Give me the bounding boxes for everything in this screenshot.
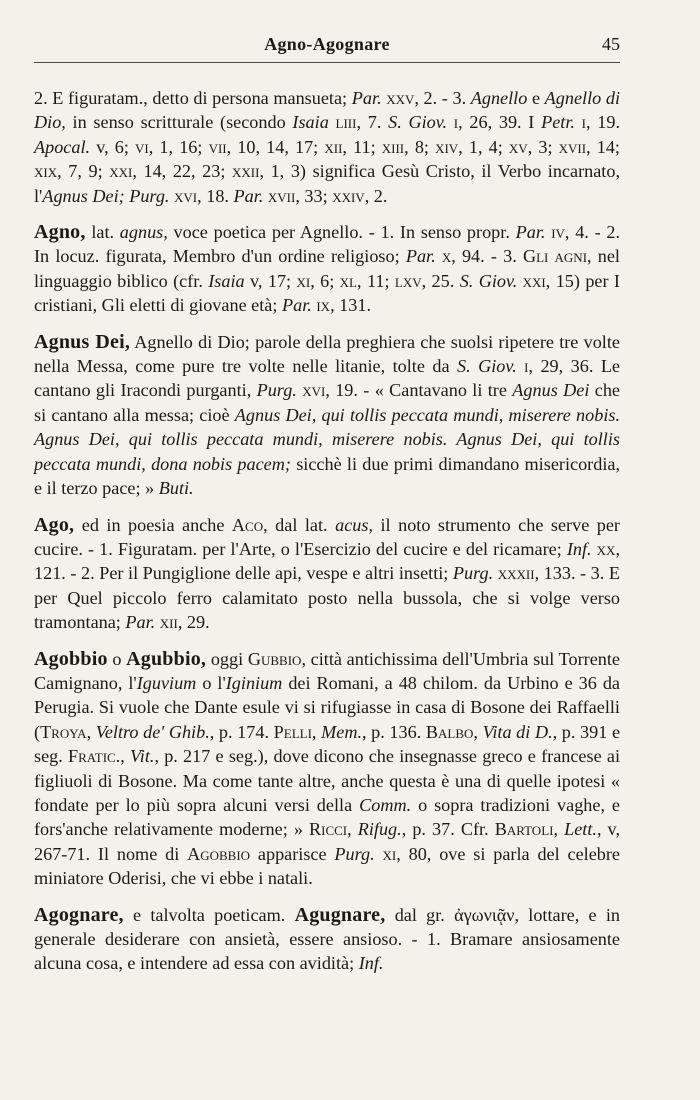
entry-text: , 3; <box>527 136 559 157</box>
headword: Agubbio, <box>126 647 207 670</box>
small-caps-ref: liii <box>335 112 357 133</box>
entry-text: v, 6; <box>90 136 136 157</box>
entry-text: , 29. <box>177 612 210 633</box>
italic-ref: Purg. <box>452 563 494 584</box>
entry-ago <box>34 513 620 635</box>
italic-ref: Petr. <box>541 112 575 133</box>
entry-text: ed in poesia anche <box>74 514 232 535</box>
small-caps-ref: Ricci <box>308 819 348 840</box>
entry-text <box>517 356 524 376</box>
entry-text: , 1, 16; <box>148 136 209 157</box>
small-caps-ref: Troya <box>40 721 87 742</box>
entry-text: , <box>86 721 96 742</box>
entry-agnus-dei <box>34 330 620 501</box>
italic-ref: Par. <box>281 295 312 316</box>
italic-ref: Isaia <box>292 112 329 133</box>
italic-ref: Par. <box>351 88 382 108</box>
small-caps-ref: xi <box>382 843 397 864</box>
entry-text: che si cantano alla messa; cioè <box>34 380 620 425</box>
small-caps-ref: iv <box>551 222 565 243</box>
italic-ref: Agnello <box>470 88 528 108</box>
entry-text: , 29, 36. Le cantano gli Iracondi purganti, <box>34 356 620 401</box>
entry-text: , 2. - 3. <box>414 88 471 108</box>
small-caps-ref: Fratic. <box>68 746 121 767</box>
entry-text: , 15) per I cristiani, Gli eletti di giovane età; <box>34 270 620 316</box>
entry-text: o <box>107 648 127 669</box>
entry-text: e <box>527 88 545 108</box>
italic-ref: Par. <box>125 612 156 633</box>
headword: Agognare, <box>34 903 124 926</box>
entry-agnello-continuation <box>34 86 620 208</box>
italic-ref: Lett. <box>564 819 597 840</box>
small-caps-ref: xv <box>508 136 528 157</box>
entry-text: , 1, 3) significa Gesù Cristo, il Verbo incarnato, l' <box>34 161 620 206</box>
italic-ref: S. Giov. <box>388 112 448 133</box>
entry-text: , p. 136. <box>362 721 426 742</box>
small-caps-ref: xxxii <box>497 563 535 584</box>
entry-text: 2. E figuratam., detto di persona mansueta; <box>34 88 352 108</box>
entry-text: , p. 391 e seg. <box>34 721 621 767</box>
entry-text: , p. 37. Cfr. <box>401 819 495 840</box>
italic-ref: Par. <box>233 185 264 206</box>
small-caps-ref: xxiv <box>332 185 365 206</box>
headword: Agno, <box>34 221 86 244</box>
small-caps-ref: Gli agni <box>522 246 588 267</box>
small-caps-ref: xvi <box>174 185 198 206</box>
italic-ref: Agnus Dei <box>512 380 590 401</box>
italic-ref: Agnus Dei; Purg. <box>42 185 170 206</box>
entry-text: lat. <box>85 222 120 243</box>
italic-ref: Agnus Dei, qui tollis peccata mundi, miserere nobis. Agnus Dei, qui tollis peccata mundi, miserere nobis. Agnus Dei, qui tollis peccata mundi, dona nobis pacem; <box>34 404 620 474</box>
small-caps-ref: xx <box>596 538 616 559</box>
entry-text: , 8; <box>404 136 436 157</box>
italic-ref: Buti. <box>158 478 194 499</box>
entry-text: , v, 267-71. Il nome di <box>34 819 621 864</box>
entry-text: dal gr. ἀγωνιᾷν, lottare, e in generale desiderare con ansietà, essere ansioso. - 1. Bramare ansiosamente alcuna cosa, e intendere ad essa con avidità; <box>34 904 620 974</box>
entry-text: , 26, 39. I <box>458 112 542 133</box>
entry-text: , 25. <box>421 270 460 291</box>
small-caps-ref: Gubbio <box>247 648 302 669</box>
entry-text: , <box>473 721 483 742</box>
entry-agobbio <box>34 647 620 891</box>
entry-text: , 14, 22, 23; <box>132 161 232 182</box>
entry-text <box>375 844 383 864</box>
small-caps-ref: xxii <box>232 161 260 182</box>
italic-ref: Rifug. <box>357 819 402 840</box>
italic-ref: Comm. <box>359 794 412 815</box>
small-caps-ref: xxv <box>386 88 415 108</box>
italic-ref: Mem. <box>321 721 362 742</box>
entry-text: oggi <box>206 648 248 669</box>
entry-text: , 121. - 2. Per il Pungiglione delle api, vespe e altri insetti; <box>34 538 620 584</box>
entry-text: , 19. - « Cantavano li tre <box>325 380 513 401</box>
italic-ref: Purg. <box>256 380 297 401</box>
entry-text: Agnello di Dio; parole della preghiera che suolsi ripetere tre volte nella Messa, come pure tre volte nelle litanie, tolte da <box>34 331 620 377</box>
small-caps-ref: Pelli <box>273 721 312 742</box>
small-caps-ref: x <box>441 246 452 267</box>
entry-text: , 14; <box>586 136 620 157</box>
entry-text: , 7. <box>356 112 389 133</box>
entry-text: , 4. - 2. In locuz. figurata, Membro d'un ordine religioso; <box>34 222 621 267</box>
entry-text: , 2. <box>364 185 388 206</box>
small-caps-ref: xiv <box>435 136 459 157</box>
entry-text: , 6; <box>310 270 340 291</box>
small-caps-ref: Aco <box>231 514 264 535</box>
headword: Agnus Dei, <box>34 330 131 353</box>
italic-ref: Vit. <box>130 746 155 767</box>
small-caps-ref: xii <box>159 612 178 633</box>
entry-text <box>447 112 454 132</box>
headword: Agugnare, <box>294 903 386 926</box>
entry-text: , 131. <box>330 295 371 316</box>
italic-ref: agnus, <box>119 222 168 243</box>
entry-text: , 18. <box>197 185 234 206</box>
small-caps-ref: Balbo <box>425 721 474 742</box>
header-rule <box>34 62 620 63</box>
entry-text: , 33; <box>295 185 333 206</box>
italic-ref: Vita di D. <box>482 721 553 742</box>
small-caps-ref: Agobbio <box>187 843 251 864</box>
entry-text: , 19. <box>586 112 621 133</box>
small-caps-ref: xxi <box>109 161 133 182</box>
entry-text <box>329 112 336 132</box>
entry-text: , <box>553 819 565 840</box>
italic-ref: Isaia <box>208 270 245 291</box>
entry-agognare <box>34 903 620 976</box>
entry-text: , nel linguaggio biblico (cfr. <box>34 246 620 291</box>
headword: Agobbio <box>34 647 108 670</box>
italic-ref: Inf. <box>566 538 592 559</box>
italic-ref: Agnello di Dio, <box>34 88 620 133</box>
small-caps-ref: ix <box>316 295 331 316</box>
entry-text: , p. 217 e seg.), dove dicono che insegnasse greco e francese ai figliuoli di Bosone. Ma come tante altre, anche questa è una di quelle ipotesi « fondate per lo più sopra alcuni versi della <box>34 746 620 815</box>
small-caps-ref: Bartoli <box>494 819 554 840</box>
entry-text: in senso scritturale (secondo <box>65 112 293 133</box>
entry-text: , p. 174. <box>209 721 274 742</box>
entry-text: , <box>347 819 358 840</box>
entry-text: sicchè li due primi dimandano misericordia, e il terzo pace; » <box>34 453 620 499</box>
small-caps-ref: vi <box>135 136 149 157</box>
small-caps-ref: i <box>581 112 587 133</box>
entry-text: o l' <box>196 672 226 693</box>
small-caps-ref: lxv <box>394 270 422 291</box>
headword: Ago, <box>34 513 75 536</box>
page-number: 45 <box>602 34 620 54</box>
small-caps-ref: xl <box>339 270 358 291</box>
small-caps-ref: xii <box>324 136 343 157</box>
entry-text: , <box>120 746 131 767</box>
entry-text: , dal lat. <box>263 514 336 535</box>
entry-text: , 10, 14, 17; <box>226 136 325 157</box>
entry-text: , 94. - 3. <box>451 246 523 267</box>
entry-agno <box>34 220 620 318</box>
entry-text: o sopra tradizioni vaghe, e fors'anche relativamente moderne; » <box>34 794 620 840</box>
small-caps-ref: xvi <box>302 380 326 401</box>
small-caps-ref: vii <box>208 136 227 157</box>
italic-ref: Inf. <box>358 953 384 974</box>
small-caps-ref: i <box>453 112 459 133</box>
entry-text: dei Romani, a 48 chilom. da Urbino e 36 da Perugia. Si vuole che Dante esule vi si rifugiasse in casa di Bosone dei Raffaelli ( <box>34 672 620 742</box>
entry-text: , <box>311 721 322 742</box>
entry-text: apparisce <box>250 843 335 864</box>
italic-ref: Par. <box>515 222 546 243</box>
entry-text: , 11; <box>357 270 395 291</box>
small-caps-ref: xi <box>296 270 311 291</box>
entry-text: , 1, 4; <box>458 136 509 157</box>
italic-ref: Purg. <box>334 843 375 864</box>
entry-text: , 80, ove si parla del celebre miniatore Oderisi, che vi ebbe i natali. <box>34 843 620 889</box>
entry-text: v, 17; <box>244 270 297 291</box>
italic-ref: Iginium <box>225 672 283 693</box>
small-caps-ref: xvii <box>558 136 587 157</box>
entry-text: e talvolta poeticam. <box>123 904 295 925</box>
small-caps-ref: i <box>524 356 529 377</box>
small-caps-ref: xix <box>34 161 58 182</box>
dictionary-body <box>34 86 620 988</box>
entry-text: , città antichissima dell'Umbria sul Torrente Camignano, l' <box>34 648 620 693</box>
entry-text: , 7, 9; <box>57 161 110 182</box>
italic-ref: Apocal. <box>34 136 91 157</box>
entry-text <box>575 112 582 132</box>
italic-ref: S. Giov. <box>456 356 517 377</box>
small-caps-ref: xxi <box>522 270 546 291</box>
entry-text: , 133. - 3. E per Quel piccolo ferro calamitato posto nella bussola, che si volge verso tramontana; <box>34 563 620 633</box>
small-caps-ref: xvii <box>267 185 296 206</box>
entry-text: , 11; <box>342 136 382 157</box>
page-header <box>34 34 620 64</box>
italic-ref: S. Giov. <box>459 270 518 291</box>
italic-ref: Iguvium <box>136 672 197 693</box>
running-title: Agno-Agognare <box>264 34 390 54</box>
italic-ref: Veltro de' Ghib. <box>95 721 210 742</box>
italic-ref: Par. <box>405 246 436 267</box>
small-caps-ref: xiii <box>381 136 405 157</box>
entry-text: voce poetica per Agnello. - 1. In senso propr. <box>167 222 516 243</box>
italic-ref: acus, <box>335 514 373 535</box>
entry-text: il noto strumento che serve per cucire. - 1. Figuratam. per l'Arte, o l'Esercizio del cucire e del ricamare; <box>34 514 620 559</box>
